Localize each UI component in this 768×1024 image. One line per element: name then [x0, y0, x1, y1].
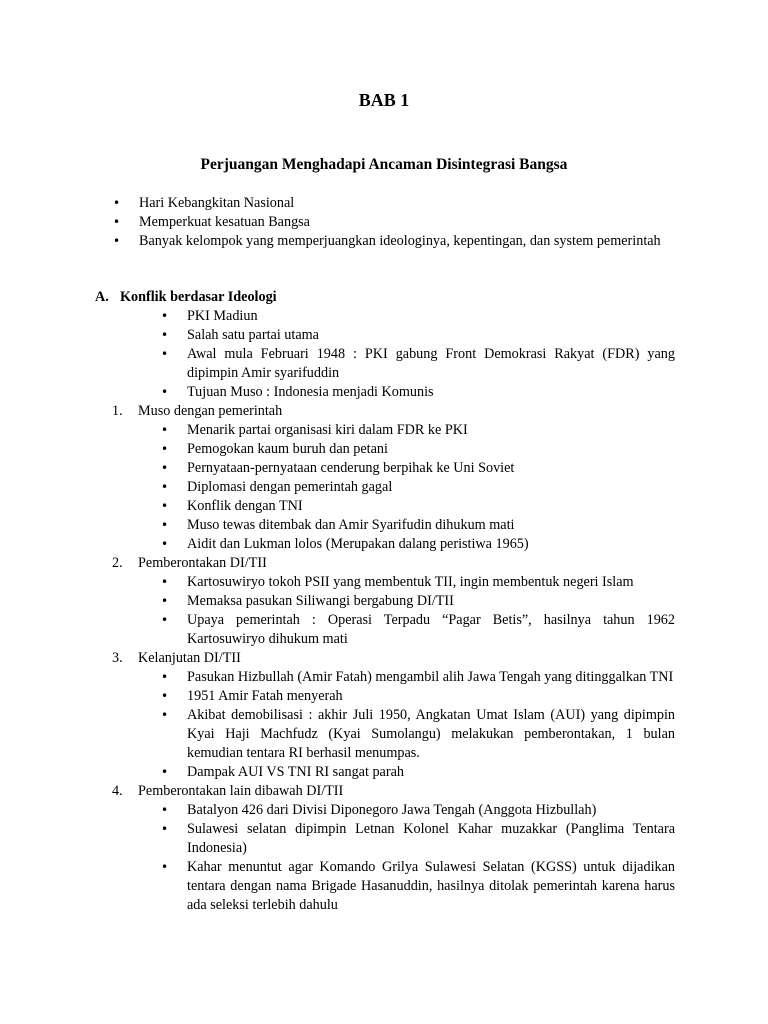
list-item: • PKI Madiun	[161, 307, 675, 326]
list-item: • Hari Kebangkitan Nasional	[113, 194, 675, 213]
section-letter: A.	[95, 289, 109, 305]
list-item: • Dampak AUI VS TNI RI sangat parah	[161, 763, 675, 782]
list-item: • Banyak kelompok yang memperjuangkan ideologinya, kepentingan, dan system pemerintah	[113, 232, 675, 251]
subsection-heading	[95, 554, 675, 573]
list-item: • Akibat demobilisasi : akhir Juli 1950, Angkatan Umat Islam (AUI) yang dipimpin Kyai Haji Machfudz (Kyai Sumolangu) melakukan pemberontakan, 1 bulan kemudian tentara RI berhasil menumpas.	[161, 706, 675, 763]
section-bullet-list	[161, 307, 675, 402]
section-heading	[95, 288, 675, 307]
subsection-bullet-list	[161, 573, 675, 649]
subsection-number: 4.	[112, 783, 123, 799]
subsection-heading	[95, 649, 675, 668]
subsection-title: Kelanjutan DI/TII	[138, 650, 241, 666]
list-item: • Konflik dengan TNI	[161, 497, 675, 516]
list-item: • Tujuan Muso : Indonesia menjadi Komunis	[161, 383, 675, 402]
list-item: • Muso tewas ditembak dan Amir Syarifudin dihukum mati	[161, 516, 675, 535]
intro-bullet-list	[113, 194, 675, 251]
subsection-bullet-list	[161, 801, 675, 915]
subsection-heading	[95, 782, 675, 801]
list-item: • Kahar menuntut agar Komando Grilya Sulawesi Selatan (KGSS) untuk dijadikan tentara dengan nama Brigade Hasanuddin, hasilnya ditolak pemerintah karena harus ada seleksi terlebih dahulu	[161, 858, 675, 915]
subsection-heading	[95, 402, 675, 421]
list-item: • Memaksa pasukan Siliwangi bergabung DI/TII	[161, 592, 675, 611]
list-item: • Awal mula Februari 1948 : PKI gabung Front Demokrasi Rakyat (FDR) yang dipimpin Amir syarifuddin	[161, 345, 675, 383]
list-item: • Diplomasi dengan pemerintah gagal	[161, 478, 675, 497]
list-item: • Kartosuwiryo tokoh PSII yang membentuk TII, ingin membentuk negeri Islam	[161, 573, 675, 592]
list-item: • Sulawesi selatan dipimpin Letnan Kolonel Kahar muzakkar (Panglima Tentara Indonesia)	[161, 820, 675, 858]
list-item: • Memperkuat kesatuan Bangsa	[113, 213, 675, 232]
list-item: • Batalyon 426 dari Divisi Diponegoro Jawa Tengah (Anggota Hizbullah)	[161, 801, 675, 820]
list-item: • Upaya pemerintah : Operasi Terpadu “Pagar Betis”, hasilnya tahun 1962 Kartosuwiryo dihukum mati	[161, 611, 675, 649]
section-title: Konflik berdasar Ideologi	[120, 289, 277, 305]
chapter-heading: BAB 1	[358, 90, 410, 110]
subsection-title: Pemberontakan lain dibawah DI/TII	[138, 783, 344, 799]
subsection-title: Pemberontakan DI/TII	[138, 555, 267, 571]
list-item: • Salah satu partai utama	[161, 326, 675, 345]
subsection-number: 3.	[112, 650, 123, 666]
subsection-number: 1.	[112, 403, 123, 419]
subsection-number: 2.	[112, 555, 123, 571]
list-item: • Pernyataan-pernyataan cenderung berpihak ke Uni Soviet	[161, 459, 675, 478]
list-item: • 1951 Amir Fatah menyerah	[161, 687, 675, 706]
page-title: Perjuangan Menghadapi Ancaman Disintegrasi Bangsa	[200, 156, 568, 173]
list-item: • Aidit dan Lukman lolos (Merupakan dalang peristiwa 1965)	[161, 535, 675, 554]
section-a	[95, 288, 675, 915]
list-item: • Menarik partai organisasi kiri dalam FDR ke PKI	[161, 421, 675, 440]
subsection-bullet-list	[161, 421, 675, 554]
subsection-title: Muso dengan pemerintah	[138, 403, 283, 419]
list-item: • Pasukan Hizbullah (Amir Fatah) mengambil alih Jawa Tengah yang ditinggalkan TNI	[161, 668, 675, 687]
subsection-bullet-list	[161, 668, 675, 782]
list-item: • Pemogokan kaum buruh dan petani	[161, 440, 675, 459]
